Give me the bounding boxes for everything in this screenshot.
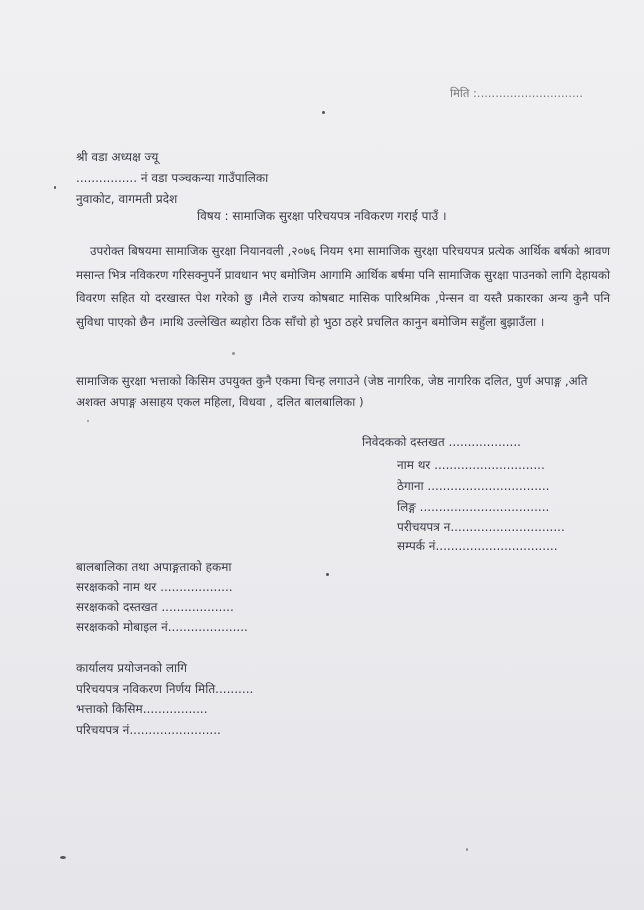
applicant-name: नाम थर ............................. [397,458,545,472]
scan-speck [60,856,66,859]
addressee-line-1: श्री वडा अध्यक्ष ज्यू [76,150,159,164]
body-paragraph: उपरोक्त बिषयमा सामाजिक सुरक्षा नियानवली ,२०७६ नियम ९मा सामाजिक सुरक्षा परिचयपत्र प्रत्येक आर्थिक बर्षको श्रावण मसान्त भित्र नविकरण गरिसक्नुपर्ने प्रावधान भए बमोजिम आगामि आर्थिक बर्षमा पनि सामाजिक सुरक्षा पाउनको लागि देहायको विवरण सहित यो दरखास्त पेश गरेको छु ।मैले राज्य कोषबाट मासिक पारिश्रमिक ,पेन्सन वा यस्तै प्रकारका अन्य कुनै पनि सुविधा पाएको छैन ।माथि उल्लेखित ब्यहोरा ठिक साँचो हो भुठा ठहरे प्रचलित कानुन बमोजिम सहुँला बुझाउँला । [76,244,610,329]
scan-speck [232,352,235,355]
addressee-line-2: ................ नं वडा पञ्चकन्या गाउँपालिका [76,171,269,185]
applicant-id-card-no: परीचयपत्र न.............................. [397,520,565,534]
allowance-note: सामाजिक सुरक्षा भत्ताको किसिम उपयुक्त कुनै एकमा चिन्ह लगाउने (जेष्ठ नागरिक, जेष्ठ नागरिक दलित, पुर्ण अपाङ्ग ,अति अशक्त अपाङ्ग असाहय एकल महिला, विधवा , दलित बालबालिका ) [76,374,588,409]
office-renewal-decision-date: परिचयपत्र नविकरण निर्णय मिति.......... [76,682,254,696]
subject-line: विषय : सामाजिक सुरक्षा परिचयपत्र नविकरण गराई पाउँ । [197,209,447,223]
applicant-address: ठेगाना ................................ [397,479,550,493]
scan-speck [466,848,468,851]
guardian-heading: बालबालिका तथा अपाङ्गताको हकमा [76,560,232,574]
applicant-gender: लिङ्ग .................................. [397,500,550,514]
scan-speck [54,186,56,189]
office-allowance-type: भत्ताको किसिम................. [76,702,208,716]
guardian-name: सरक्षकको नाम थर ................... [76,580,233,594]
addressee-line-3: नुवाकोट, वागमती प्रदेश [76,192,178,206]
guardian-signature: सरक्षकको दस्तखत ................... [76,600,234,614]
date-line: मिति :............................. [450,86,583,100]
scan-speck [326,573,329,576]
applicant-signature: निवेदकको दस्तखत ................... [362,435,521,449]
office-use-heading: कार्यालय प्रयोजनको लागि [76,661,188,675]
scan-speck [87,420,89,422]
applicant-contact: सम्पर्क नं................................ [397,539,558,553]
scan-speck [322,111,325,114]
guardian-mobile: सरक्षकको मोबाइल नं..................... [76,620,248,634]
office-id-card-no: परिचयपत्र नं........................ [76,723,221,737]
